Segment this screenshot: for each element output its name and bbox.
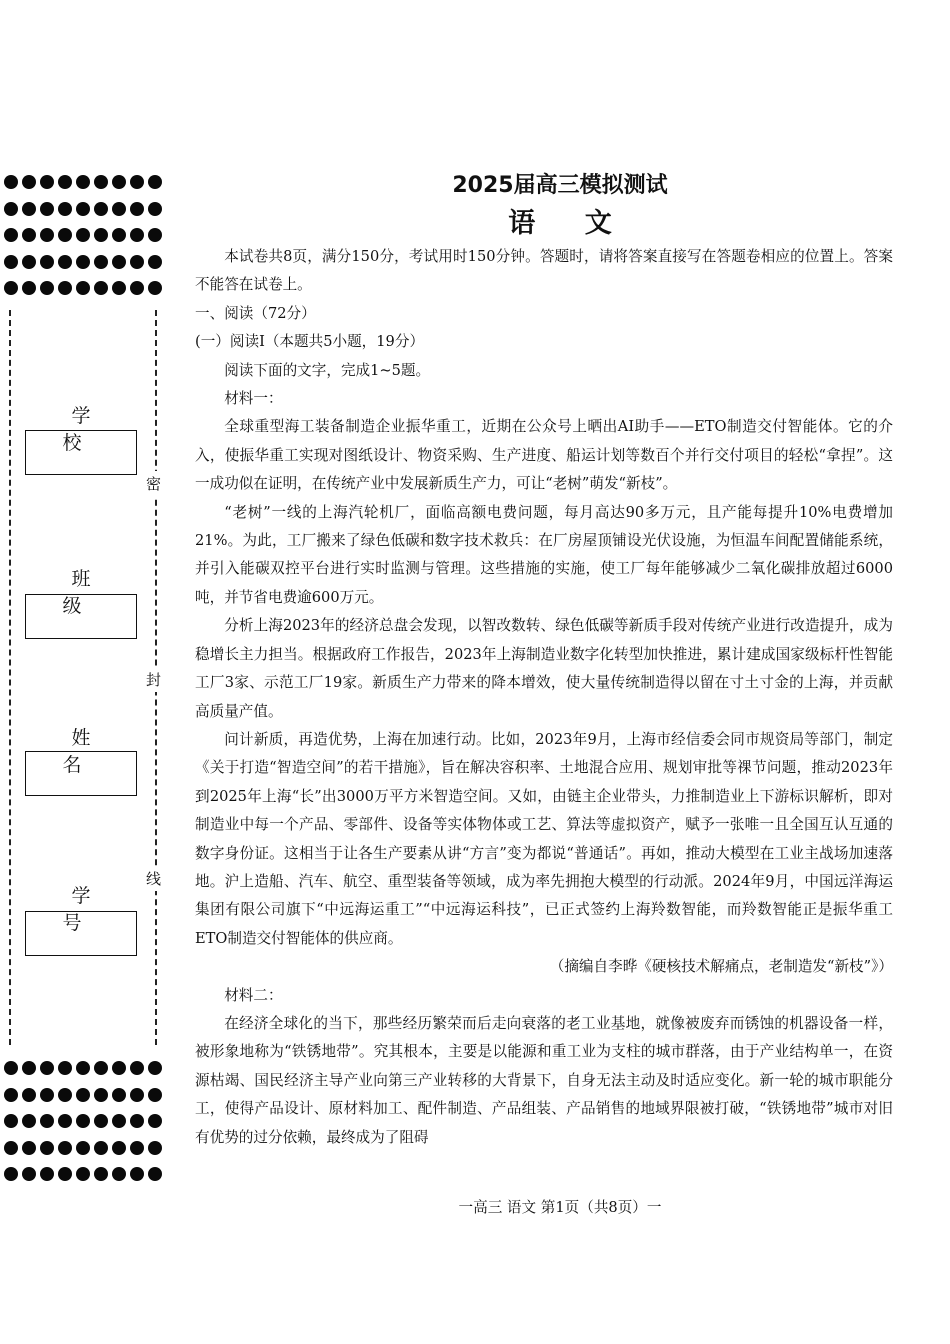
student-id-label: 学 号 [62,885,109,934]
dot [58,1167,72,1181]
dot [130,1114,144,1128]
subject-title: 语 文 [508,208,632,239]
dot [94,1167,108,1181]
dot [40,255,54,269]
dot [148,202,162,216]
dot [76,281,90,295]
seal-char-mi: 密 [146,471,161,496]
material-one-paragraph: 问计新质，再造优势，上海在加速行动。比如，2023年9月，上海市经信委会同市规资局等部门，制定《关于打造“智造空间”的若干措施》，旨在解决容积率、土地混合应用、规划审批等祼节问题，推动2023年到2025年上海“长”出3000万平方米智造空间。又如，由链主企业带头，力推制造业上下游标识解析，即对制造业中每一个产品、零部件、设备等实体物体或工艺、算法等虚拟资产，赋予一张唯一且全国互认互通的数字身份证。这相当于让各生产要素从讲“方言”变为都说“普通话”。再如，推动大模型在工业主战场加速落地。沪上造船、汽车、航空、重型装备等领域，成为率先拥抱大模型的行动派。2024年9月，中国远洋海运集团有限公司旗下“中远海运重工”“中远海运科技”，已正式签约上海羚数智能，而羚数智能正是振华重工ETO制造交付智能体的供应商。 [195,730,893,947]
dot [58,1114,72,1128]
dot [40,1167,54,1181]
dot [40,1114,54,1128]
class-label: 班 级 [62,568,109,617]
dot [58,255,72,269]
dot [40,228,54,242]
dot [22,1114,36,1128]
dot [112,202,126,216]
dot [112,255,126,269]
page-footer: 一高三 语文 第1页（共8页）一 [458,1199,662,1216]
dot [4,281,18,295]
dot-border-top [4,175,166,308]
material-one-paragraph: “老树”一线的上海汽轮机厂，面临高额电费问题，每月高达90多万元，且产能每提升10%电费增加21%。为此，工厂搬来了绿色低碳和数字技术救兵：在厂房屋顶铺设光伏设施，为恒温车间配置储能系统，并引入能碳双控平台进行实时监测与管理。这些措施的实施，使工厂每年能够减少二氧化碳排放超过6000吨，并节省电费逾600万元。 [195,503,893,606]
dot [148,255,162,269]
name-field[interactable] [25,751,137,796]
seal-char-feng: 封 [146,667,161,692]
instructions: 本试卷共8页，满分150分，考试用时150分钟。答题时，请将答案直接写在答题卷相应的位置上。答案不能答在试卷上。 [195,248,893,294]
dot [130,1167,144,1181]
dot [130,228,144,242]
dot [22,202,36,216]
dot [130,1088,144,1102]
school-field[interactable] [25,430,137,475]
dot [76,1167,90,1181]
seal-char-xian: 线 [146,866,161,891]
dot [76,175,90,189]
dot [148,281,162,295]
dot [40,1141,54,1155]
material-one-label: 材料一： [224,390,283,408]
dot [4,1141,18,1155]
dot [94,175,108,189]
dot [94,1061,108,1075]
dot [76,1114,90,1128]
dot [94,1114,108,1128]
dot [22,1167,36,1181]
dot [112,228,126,242]
dot [58,281,72,295]
material-one-paragraph: 全球重型海工装备制造企业振华重工，近期在公众号上晒出AI助手——ETO制造交付智能体。它的介入，使振华重工实现对图纸设计、物资采购、生产进度、船运计划等数百个并行交付项目的轻松“拿捏”。这一成功似在证明，在传统产业中发展新质生产力，可让“老树”萌发“新枝”。 [195,418,893,493]
dot [76,228,90,242]
student-id-field[interactable] [25,911,137,956]
dot-border-bottom [4,1061,166,1194]
dot [40,1088,54,1102]
dot [58,1088,72,1102]
dot [4,202,18,216]
dot [130,175,144,189]
directive: 阅读下面的文字，完成1~5题。 [224,361,431,379]
dot [94,255,108,269]
dot [130,202,144,216]
material-one-paragraph: 分析上海2023年的经济总盘会发现，以智改数转、绿色低碳等新质手段对传统产业进行改造提升，成为稳增长主力担当。根据政府工作报告，2023年上海制造业数字化转型加快推进，累计建成国家级标杆性智能工厂3家、示范工厂19家。新质生产力带来的降本增效，使大量传统制造得以留在寸土寸金的上海，并贡献高质量产值。 [195,617,893,720]
dot [22,1061,36,1075]
dot [40,202,54,216]
dot [58,1141,72,1155]
dot [76,1061,90,1075]
dot [58,228,72,242]
dot [58,1061,72,1075]
dot [130,255,144,269]
dot [22,281,36,295]
dot [94,228,108,242]
dot [4,228,18,242]
dot [4,255,18,269]
dot [130,281,144,295]
dashed-line-left [9,310,11,1045]
dot [22,1141,36,1155]
dot [112,1167,126,1181]
dot [94,202,108,216]
dot [76,1141,90,1155]
dot [112,175,126,189]
dot [76,202,90,216]
dot [22,1088,36,1102]
exam-title: 2025届高三模拟测试 [452,173,668,198]
dot [94,281,108,295]
dot [4,1114,18,1128]
dot [130,1061,144,1075]
dot [112,1141,126,1155]
dot [148,1114,162,1128]
dot [112,1061,126,1075]
part-heading: (一）阅读I（本题共5小题，19分） [195,333,425,351]
dot [40,175,54,189]
dot [148,1088,162,1102]
dot [148,1167,162,1181]
class-field[interactable] [25,594,137,639]
dot [94,1088,108,1102]
material-two-paragraph: 在经济全球化的当下，那些经历繁荣而后走向衰落的老工业基地，就像被废弃而锈蚀的机器设备一样，被形象地称为“铁锈地带”。究其根本，主要是以能源和重工业为支柱的城市群落，由于产业结构单一，在资源枯竭、国民经济主导产业向第三产业转移的大背景下，自身无法主动及时适应变化。新一轮的城市职能分工，使得产品设计、原材料加工、配件制造、产品组装、产品销售的地域界限被打破，“铁锈地带”城市对旧有优势的过分依赖，最终成为了阻碍 [195,1014,893,1146]
dot [22,175,36,189]
dot [130,1141,144,1155]
dot [40,1061,54,1075]
dot [22,255,36,269]
material-two-label: 材料二： [224,986,283,1004]
section-heading: 一、阅读（72分） [195,304,316,322]
dot [148,228,162,242]
dot [76,1088,90,1102]
dot [76,255,90,269]
exam-content [195,243,893,1152]
dot [22,228,36,242]
dot [148,175,162,189]
dot [112,1114,126,1128]
dot [94,1141,108,1155]
dot [148,1061,162,1075]
dot [40,281,54,295]
dot [112,281,126,295]
dot [4,1088,18,1102]
school-label: 学 校 [62,405,109,454]
dot [112,1088,126,1102]
dot [58,202,72,216]
dot [4,1167,18,1181]
name-label: 姓 名 [62,727,109,776]
dot [4,1061,18,1075]
dot [148,1141,162,1155]
material-one-source: （摘编自李晔《硬核技术解痛点，老制造发“新枝”》） [549,958,893,976]
dot [58,175,72,189]
dot [4,175,18,189]
